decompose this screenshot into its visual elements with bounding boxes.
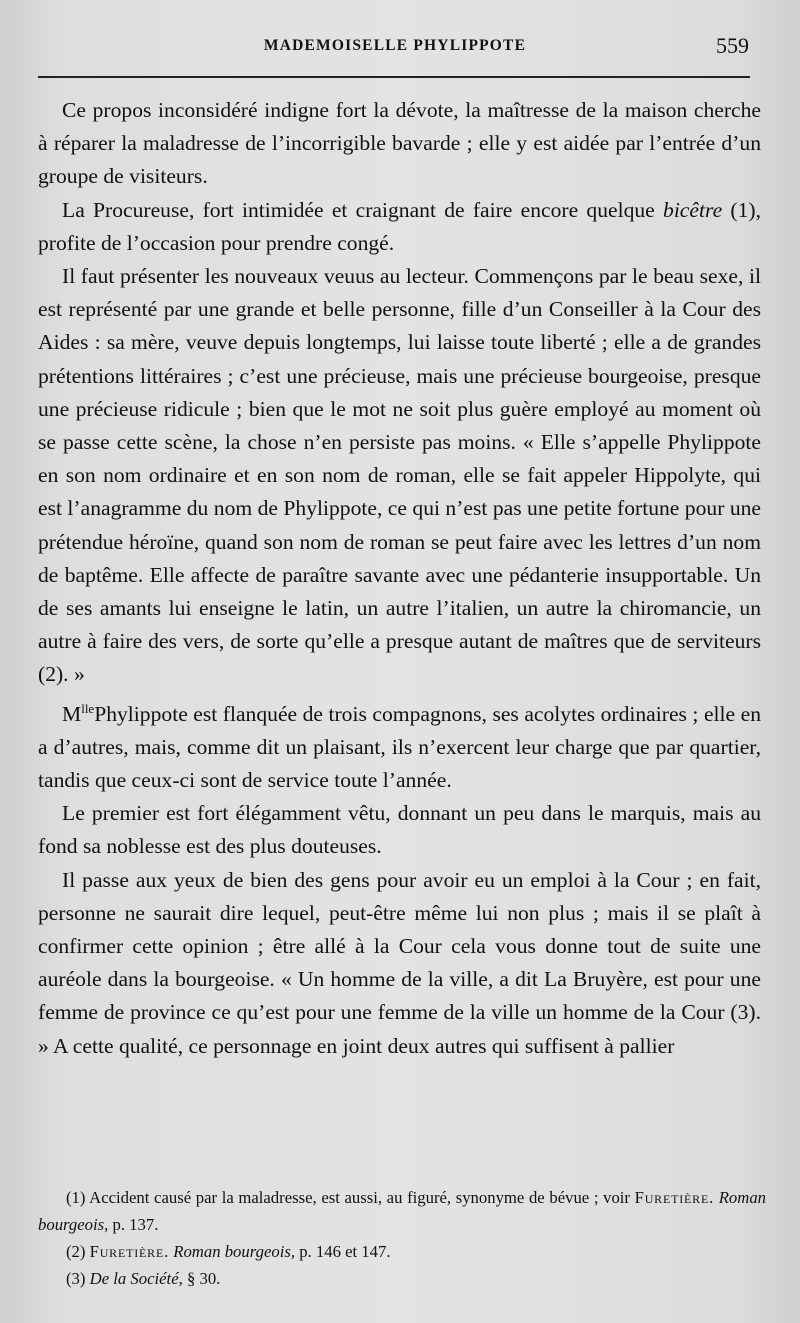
footnote-2-author: Furetière. bbox=[89, 1242, 170, 1261]
paragraph-2-end: (1), profite de l’occasion pour prendre congé. bbox=[38, 197, 761, 255]
paragraph-4-text: Phylippote est flanquée de trois compagnons, ses acolytes ordinaires ; elle en a d’autres, mais, comme dit un plaisant, ils n’exercent leur charge que par quartier, tandis que ceux-ci sont de service toute l’année. bbox=[38, 701, 761, 793]
paragraph-2 bbox=[38, 194, 761, 260]
footnote-2-title: Roman bourgeois, bbox=[173, 1242, 296, 1261]
paragraph-5: Le premier est fort élégamment vêtu, donnant un peu dans le marquis, mais au fond sa noblesse est des plus douteuses. bbox=[38, 801, 761, 859]
footnote-1-title: Roman bourgeois, bbox=[38, 1188, 767, 1234]
footnote-2 bbox=[38, 1238, 766, 1265]
paragraph-3: Il faut présenter les nouveaux veuus au lecteur. Commençons par le beau sexe, il est représenté par une grande et belle personne, fille d’un Conseiller à la Cour des Aides : sa mère, veuve depuis longtemps, lui laisse toute liberté ; elle a de grandes prétentions littéraires ; c’est une précieuse, mais une précieuse bourgeoise, presque une précieuse ridicule ; bien que le mot ne soit plus guère employé au moment où se passe cette scène, la chose n’en persiste pas moins. « Elle s’appelle Phylippote en son nom ordinaire et en son nom de roman, elle se fait appeler Hippolyte, qui est l’anagramme du nom de Phylippote, ce qui n’est pas une petite fortune pour une prétendue héroïne, quand son nom de roman se peut faire avec les lettres d’un nom de baptême. Elle affecte de paraître savante avec une pédanterie insupportable. Un de ses amants lui enseigne le latin, un autre l’italien, un autre la chiromancie, un autre à faire des vers, de sorte qu’elle a presque autant de maîtres que de serviteurs (2). » bbox=[38, 264, 761, 687]
footnote-3-section: § 30. bbox=[186, 1269, 221, 1288]
footnotes bbox=[38, 1184, 766, 1292]
footnote-3-number: (3) bbox=[66, 1269, 86, 1288]
footnote-1-author: Furetière. bbox=[634, 1188, 715, 1207]
italic-word: bicêtre bbox=[663, 197, 723, 222]
paragraph-4 bbox=[38, 692, 761, 798]
main-text bbox=[38, 94, 761, 1063]
footnote-1-page: p. 137. bbox=[112, 1215, 159, 1234]
footnote-2-page: p. 146 et 147. bbox=[299, 1242, 391, 1261]
page-number: 559 bbox=[716, 33, 749, 58]
footnote-3 bbox=[38, 1265, 766, 1292]
paragraph-6: Il passe aux yeux de bien des gens pour avoir eu un emploi à la Cour ; en fait, personne ne saurait dire lequel, peut-être même lui non plus ; mais il se plaît à confirmer cette opinion ; être allé à la Cour cela vous donne tout de suite une auréole dans la bourgeoise. « Un homme de la ville, a dit La Bruyère, est pour une femme de province ce qu’est pour une femme de la ville un homme de la Cour (3). » A cette qualité, ce personnage en joint deux autres qui suffisent à pallier bbox=[38, 867, 761, 1058]
footnote-1 bbox=[38, 1184, 766, 1238]
footnote-2-number: (2) bbox=[66, 1242, 86, 1261]
header-rule bbox=[38, 76, 750, 78]
footnote-1-text: (1) Accident causé par la maladresse, est aussi, au figuré, synonyme de bévue ; voir bbox=[66, 1188, 630, 1207]
footnote-3-title: De la Société, bbox=[89, 1269, 183, 1288]
mlle-prefix: M bbox=[62, 701, 82, 726]
paragraph-2-start: La Procureuse, fort intimidée et craignant de faire encore quelque bbox=[62, 197, 664, 222]
running-title: MADEMOISELLE PHYLIPPOTE bbox=[263, 37, 527, 54]
mlle-superscript: lle bbox=[81, 700, 95, 716]
paragraph-1: Ce propos inconsidéré indigne fort la dévote, la maîtresse de la maison cherche à réparer la maladresse de l’incorrigible bavarde ; elle y est aidée par l’entrée d’un groupe de visiteurs. bbox=[38, 98, 761, 189]
running-head bbox=[37, 33, 753, 63]
